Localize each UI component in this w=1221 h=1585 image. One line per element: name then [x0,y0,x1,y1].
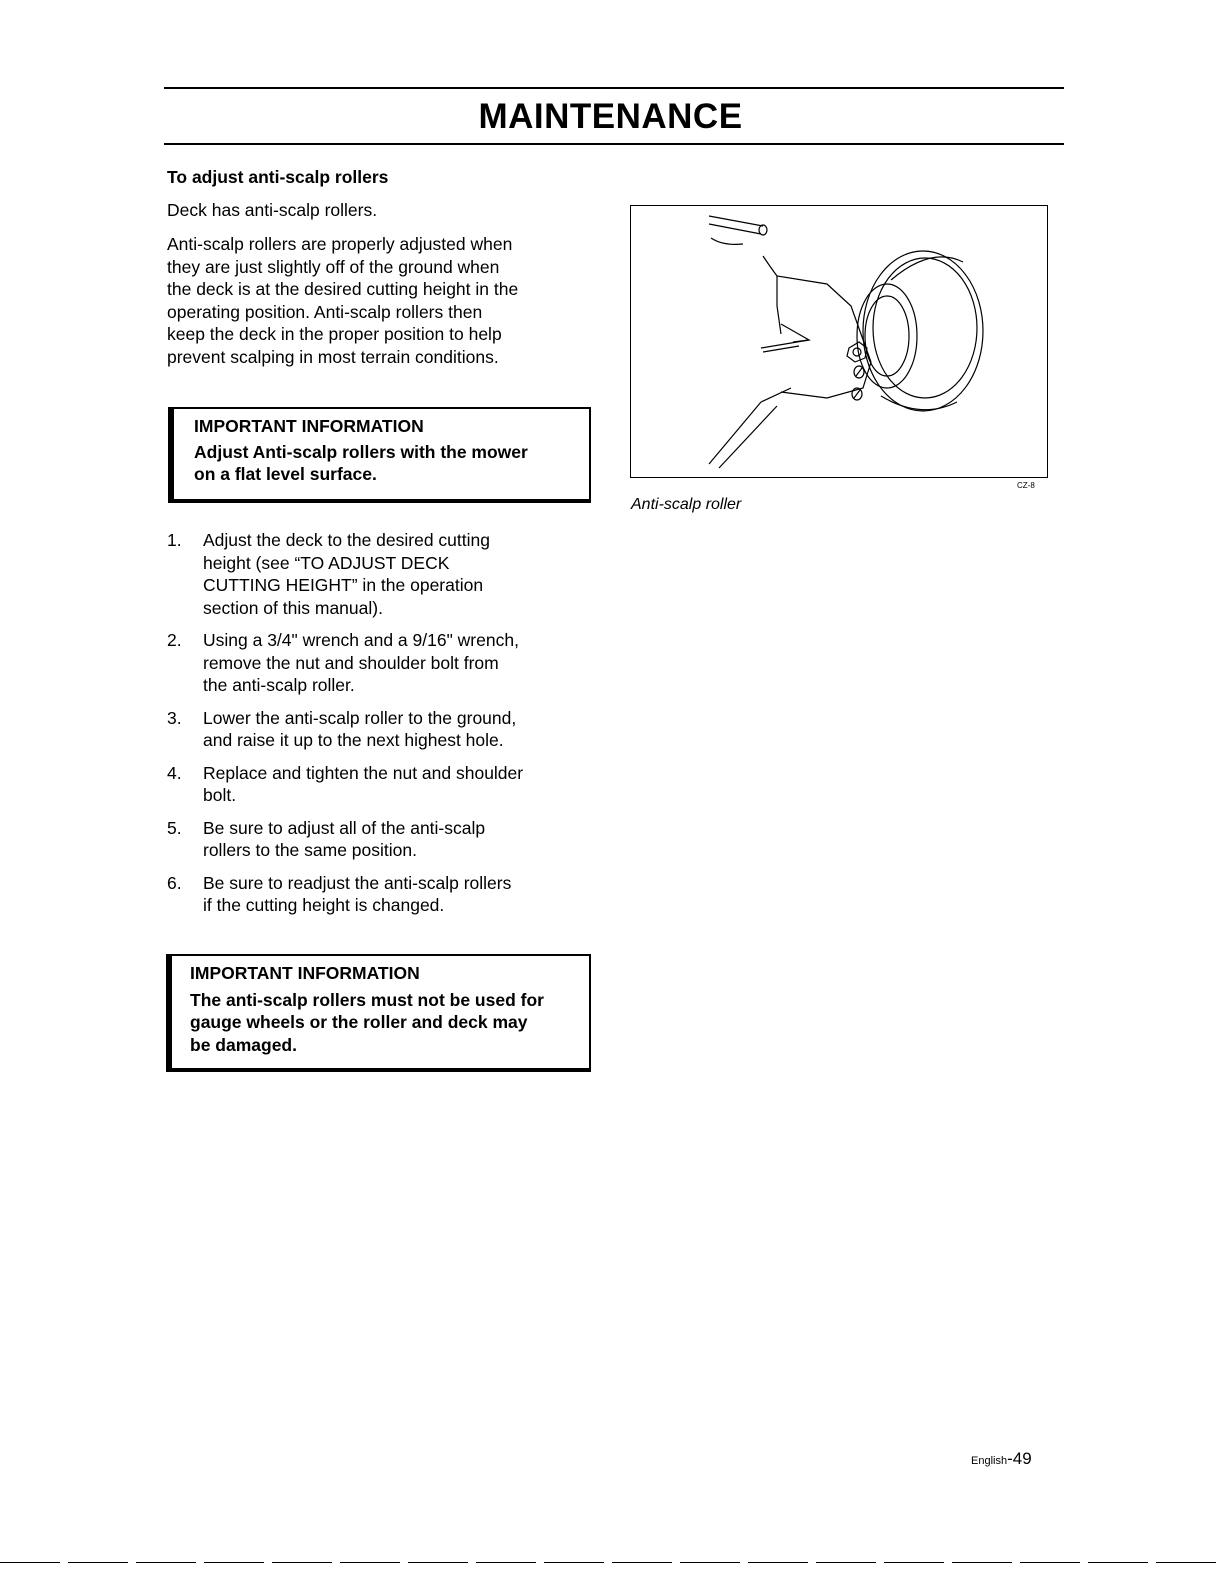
step-line: Using a 3/4" wrench and a 9/16" wrench, [203,630,519,650]
step-line: Lower the anti-scalp roller to the ground, [203,707,517,728]
step-line: rollers to the same position. [203,840,417,860]
step-line: the anti-scalp roller. [203,675,355,695]
info-line: be damaged. [190,1034,297,1055]
info-line: on a flat level surface. [194,464,377,484]
info-body [194,441,579,486]
step-item [167,707,567,752]
description-line: keep the deck in the proper position to help [167,324,502,344]
footer-language: English [971,1455,1008,1467]
step-line: height (see “TO ADJUST DECK [203,552,450,573]
step-line: Adjust the deck to the desired cutting [203,530,490,550]
step-number: 2. [167,630,182,650]
info-line: gauge wheels or the roller and deck may [190,1012,528,1032]
figure-caption: Anti-scalp roller [631,496,742,513]
step-number: 6. [167,872,182,893]
info-line: Adjust Anti-scalp rollers with the mower [194,441,528,462]
step-line: if the cutting height is changed. [203,895,445,915]
step-line: section of this manual). [203,597,383,618]
intro-text: Deck has anti-scalp rollers. [167,200,378,220]
step-line: and raise it up to the next highest hole. [203,730,504,750]
description-line: they are just slightly off of the ground when [167,256,500,277]
info-heading: IMPORTANT INFORMATION [190,963,420,983]
footer-page-number: -49 [1007,1449,1032,1468]
step-item [167,629,567,697]
figure-code: CZ-8 [1017,481,1035,490]
description-line: the deck is at the desired cutting height in the [167,279,519,299]
step-line: bolt. [203,785,237,805]
step-item [167,817,567,862]
step-line: Replace and tighten the nut and shoulder [203,762,524,783]
step-line: Be sure to readjust the anti-scalp rollers [203,872,512,893]
description-line: Anti-scalp rollers are properly adjusted when [167,234,513,254]
bottom-dashed-border [0,1562,1221,1563]
step-line: CUTTING HEIGHT” in the operation [203,575,484,595]
step-number: 5. [167,817,182,838]
important-info-box-gauge-wheels [166,954,591,1072]
step-line: remove the nut and shoulder bolt from [203,652,499,673]
info-body [190,989,579,1057]
step-line: Be sure to adjust all of the anti-scalp [203,817,486,838]
step-list [167,529,567,927]
section-title: To adjust anti-scalp rollers [167,167,389,187]
info-heading: IMPORTANT INFORMATION [194,416,424,436]
description-paragraph [167,233,562,368]
important-info-box-level-surface [168,407,591,503]
step-number: 4. [167,762,182,783]
header-bottom-rule [164,143,1064,145]
page-title: MAINTENANCE [478,97,743,136]
step-item [167,529,567,619]
step-number: 1. [167,530,182,550]
anti-scalp-roller-illustration [630,205,1048,478]
description-line: prevent scalping in most terrain conditions. [167,346,499,367]
step-number: 3. [167,707,182,728]
description-line: operating position. Anti-scalp rollers then [167,301,483,322]
info-line: The anti-scalp rollers must not be used for [190,989,544,1010]
header-top-rule [164,87,1064,89]
step-item [167,872,567,917]
page-number [971,1449,1032,1469]
anti-scalp-roller-drawing [631,206,1048,478]
step-item [167,762,567,807]
